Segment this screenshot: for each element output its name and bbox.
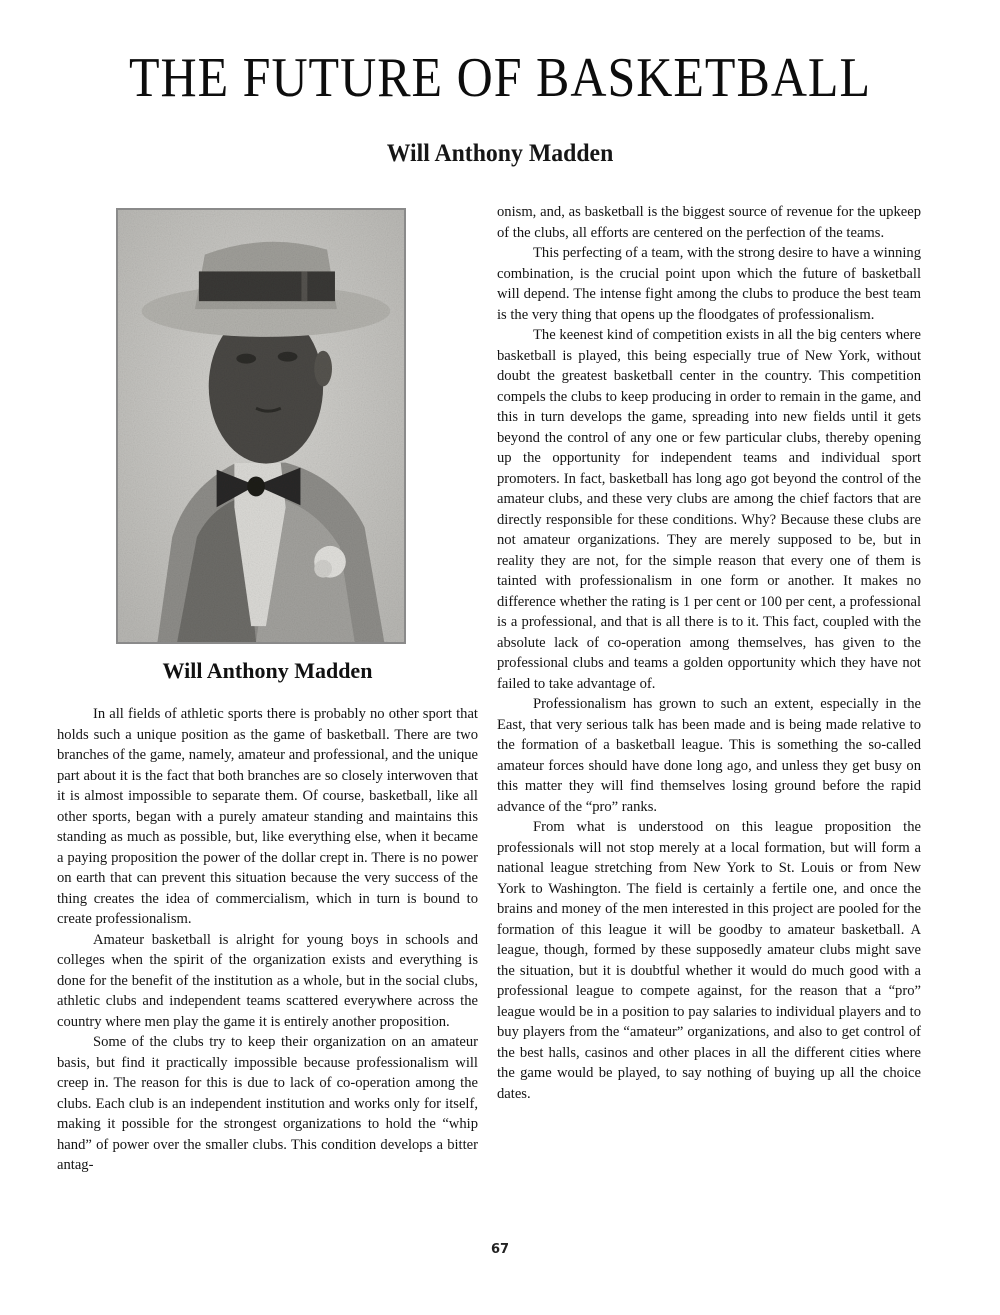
author-portrait-photo xyxy=(116,208,406,644)
paragraph: In all fields of athletic sports there is probably no other sport that holds such a unique position as the game of basketball. There are two branches of the game, namely, amateur and professional, and the unique part about it is the fact that both branches are so closely interwoven that it is almost impossible to separate them. Of course, basketball, like all other sports, began with a purely amateur standing and maintains this standing as much as possible, but, like everything else, when it became a paying proposition the power of the dollar crept in. There is no power on earth that can prevent this situation because the very success of the thing creates the idea of commercialism, which in turn is bound to create professionalism. xyxy=(57,706,478,927)
paragraph: Some of the clubs try to keep their organization on an amateur basis, but find it practically impossible because professionalism will creep in. The reason for this is due to lack of co-operation among the clubs. Each club is an independent institution and works only for itself, making it possible for the strongest organizations to hold the “whip hand” of power over the smaller clubs. This condition develops a bitter antag- xyxy=(57,1034,478,1173)
page-number: 67 xyxy=(490,1242,510,1257)
right-column xyxy=(497,202,921,1104)
paragraph: The keenest kind of competition exists in all the big centers where basketball is played, this being especially true of New York, without doubt the greatest basketball center in the country. This competition compels the clubs to keep producing in order to remain in the game, and this in turn develops the game, spreading into new fields until it gets beyond the control of any one or few particular clubs, thereby opening up the opportunity for independent teams and individual sport promoters. In fact, basketball has long ago got beyond the control of the amateur clubs, and these very clubs are among the chief factors that are directly responsible for these conditions. Why? Because these clubs are not amateur organizations. They are merely supposed to be, but in reality they are not, for the simple reason that every one of them is tainted with professionalism in one form or another. It makes no difference whether the rating is 1 per cent or 100 per cent, a professional is a professional, and that is all there is to it. This fact, coupled with the absolute lack of co-operation among themselves, has given to the professional clubs and teams a golden opportunity which they have not failed to take advantage of. xyxy=(497,327,921,692)
paragraph: From what is understood on this league proposition the professionals will not stop merely at a local formation, but will form a national league stretching from New York to St. Louis or from New York to Washington. The field is certainly a fertile one, and once the brains and money of the men interested in this project are pooled for the formation of this league it will be goodby to amateur basketball. A league, though, formed by these supposedly amateur clubs might save the situation, but it is doubtful whether it would do much good with a professional league to compete against, for the reason that a “pro” league would be in a position to pay salaries to individual players and to buy players from the “amateur” organizations, and also to get control of the best halls, casinos and other places in all the different cities where the game would be played, to say nothing of buying up all the choice dates. xyxy=(497,819,921,1102)
photo-caption: Will Anthony Madden xyxy=(162,658,373,683)
paragraph: This perfecting of a team, with the strong desire to have a winning combination, is the crucial point upon which the future of basketball will depend. The intense fight among the clubs to produce the best team is the very thing that opens up the floodgates of professionalism. xyxy=(497,245,921,323)
paragraph: Amateur basketball is alright for young boys in schools and colleges when the spirit of the organization exists and everything is done for the benefit of the institution as a whole, but in the social clubs, athletic clubs and independent teams scattered everywhere across the country where men play the game it is entirely another proposition. xyxy=(57,931,478,1030)
author-byline: Will Anthony Madden xyxy=(386,140,614,167)
left-column xyxy=(57,704,478,1176)
paragraph: Professionalism has grown to such an extent, especially in the East, that very serious talk has been made and is being made relative to the formation of a basketball league. This is something the so-called amateur forces should have done long ago, and unless they get busy on this matter they will find themselves losing ground before the rapid advance of the “pro” ranks. xyxy=(497,696,921,815)
paragraph-continued: onism, and, as basketball is the biggest source of revenue for the upkeep of the clubs, all efforts are centered on the perfection of the teams. xyxy=(497,204,921,241)
portrait-image xyxy=(118,210,404,642)
article-title: THE FUTURE OF BASKETBALL xyxy=(128,45,872,109)
